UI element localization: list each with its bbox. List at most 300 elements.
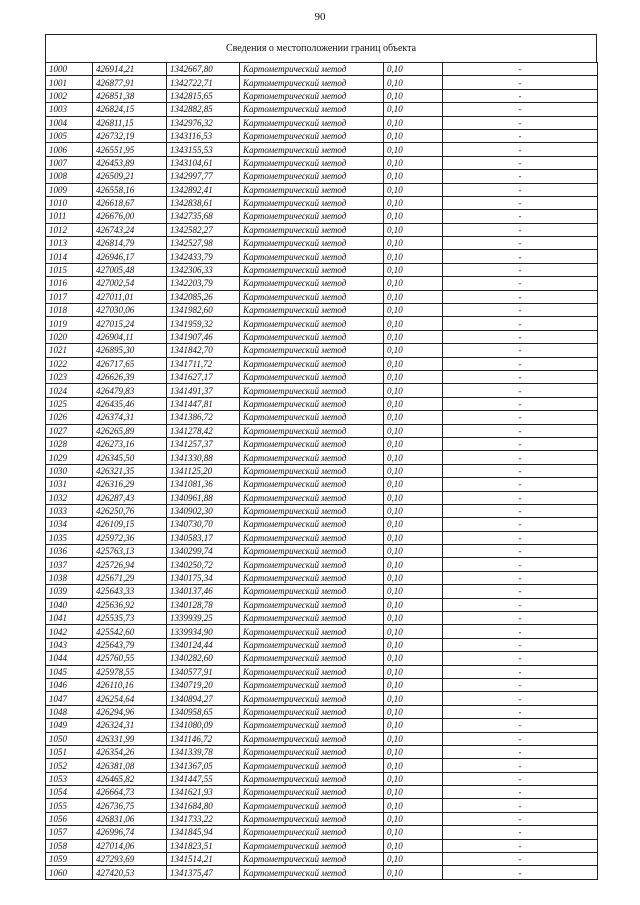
point-number-cell: 1026 (46, 411, 93, 424)
x-coordinate-cell: 425535,73 (93, 612, 167, 625)
y-coordinate-cell: 1341367,05 (167, 759, 240, 772)
table-row (46, 745, 598, 758)
point-number-cell: 1043 (46, 638, 93, 651)
description-cell: - (443, 812, 598, 825)
description-cell: - (443, 464, 598, 477)
y-coordinate-cell: 1340719,20 (167, 678, 240, 691)
method-cell: Картометрический метод (240, 692, 384, 705)
description-cell: - (443, 370, 598, 383)
method-cell: Картометрический метод (240, 464, 384, 477)
y-coordinate-cell: 1340961,88 (167, 491, 240, 504)
table-row (46, 384, 598, 397)
accuracy-cell: 0,10 (384, 545, 443, 558)
point-number-cell: 1050 (46, 732, 93, 745)
y-coordinate-cell: 1340958,65 (167, 705, 240, 718)
y-coordinate-cell: 1340894,27 (167, 692, 240, 705)
description-cell: - (443, 183, 598, 196)
x-coordinate-cell: 426717,65 (93, 357, 167, 370)
y-coordinate-cell: 1343155,53 (167, 143, 240, 156)
point-number-cell: 1020 (46, 330, 93, 343)
method-cell: Картометрический метод (240, 411, 384, 424)
table-row (46, 826, 598, 839)
description-cell: - (443, 638, 598, 651)
table-row (46, 277, 598, 290)
description-cell: - (443, 705, 598, 718)
table-row (46, 424, 598, 437)
table-row (46, 759, 598, 772)
accuracy-cell: 0,10 (384, 330, 443, 343)
y-coordinate-cell: 1340137,46 (167, 585, 240, 598)
y-coordinate-cell: 1341257,37 (167, 437, 240, 450)
x-coordinate-cell: 427015,24 (93, 317, 167, 330)
accuracy-cell: 0,10 (384, 370, 443, 383)
table-row (46, 545, 598, 558)
x-coordinate-cell: 426914,21 (93, 63, 167, 76)
coordinates-table-body (46, 63, 598, 880)
description-cell: - (443, 504, 598, 517)
y-coordinate-cell: 1341081,36 (167, 478, 240, 491)
method-cell: Картометрический метод (240, 826, 384, 839)
x-coordinate-cell: 426664,73 (93, 786, 167, 799)
x-coordinate-cell: 425636,92 (93, 598, 167, 611)
accuracy-cell: 0,10 (384, 812, 443, 825)
accuracy-cell: 0,10 (384, 384, 443, 397)
x-coordinate-cell: 425726,94 (93, 558, 167, 571)
description-cell: - (443, 478, 598, 491)
point-number-cell: 1027 (46, 424, 93, 437)
table-row (46, 678, 598, 691)
description-cell: - (443, 866, 598, 879)
method-cell: Картометрический метод (240, 196, 384, 209)
table-row (46, 116, 598, 129)
point-number-cell: 1059 (46, 853, 93, 866)
point-number-cell: 1025 (46, 397, 93, 410)
description-cell: - (443, 853, 598, 866)
method-cell: Картометрический метод (240, 839, 384, 852)
table-row (46, 290, 598, 303)
method-cell: Картометрический метод (240, 772, 384, 785)
point-number-cell: 1006 (46, 143, 93, 156)
description-cell: - (443, 612, 598, 625)
accuracy-cell: 0,10 (384, 304, 443, 317)
point-number-cell: 1037 (46, 558, 93, 571)
method-cell: Картометрический метод (240, 129, 384, 142)
accuracy-cell: 0,10 (384, 759, 443, 772)
point-number-cell: 1058 (46, 839, 93, 852)
accuracy-cell: 0,10 (384, 585, 443, 598)
accuracy-cell: 0,10 (384, 63, 443, 76)
method-cell: Картометрический метод (240, 518, 384, 531)
description-cell: - (443, 585, 598, 598)
method-cell: Картометрический метод (240, 103, 384, 116)
point-number-cell: 1038 (46, 571, 93, 584)
x-coordinate-cell: 425760,55 (93, 652, 167, 665)
point-number-cell: 1053 (46, 772, 93, 785)
y-coordinate-cell: 1341447,81 (167, 397, 240, 410)
table-row (46, 330, 598, 343)
y-coordinate-cell: 1342882,85 (167, 103, 240, 116)
x-coordinate-cell: 427420,53 (93, 866, 167, 879)
y-coordinate-cell: 1341447,55 (167, 772, 240, 785)
table-row (46, 156, 598, 169)
method-cell: Картометрический метод (240, 638, 384, 651)
accuracy-cell: 0,10 (384, 612, 443, 625)
point-number-cell: 1005 (46, 129, 93, 142)
y-coordinate-cell: 1341375,47 (167, 866, 240, 879)
description-cell: - (443, 719, 598, 732)
method-cell: Картометрический метод (240, 504, 384, 517)
description-cell: - (443, 116, 598, 129)
method-cell: Картометрический метод (240, 143, 384, 156)
table-row (46, 719, 598, 732)
table-row (46, 89, 598, 102)
x-coordinate-cell: 426895,30 (93, 344, 167, 357)
point-number-cell: 1035 (46, 531, 93, 544)
description-cell: - (443, 210, 598, 223)
description-cell: - (443, 397, 598, 410)
table-row (46, 866, 598, 879)
y-coordinate-cell: 1342735,68 (167, 210, 240, 223)
description-cell: - (443, 317, 598, 330)
x-coordinate-cell: 426626,39 (93, 370, 167, 383)
method-cell: Картометрический метод (240, 678, 384, 691)
method-cell: Картометрический метод (240, 625, 384, 638)
method-cell: Картометрический метод (240, 170, 384, 183)
y-coordinate-cell: 1340577,91 (167, 665, 240, 678)
point-number-cell: 1032 (46, 491, 93, 504)
point-number-cell: 1056 (46, 812, 93, 825)
y-coordinate-cell: 1341823,51 (167, 839, 240, 852)
method-cell: Картометрический метод (240, 585, 384, 598)
x-coordinate-cell: 426453,89 (93, 156, 167, 169)
table-row (46, 344, 598, 357)
x-coordinate-cell: 425542,60 (93, 625, 167, 638)
point-number-cell: 1021 (46, 344, 93, 357)
y-coordinate-cell: 1341959,32 (167, 317, 240, 330)
point-number-cell: 1042 (46, 625, 93, 638)
description-cell: - (443, 384, 598, 397)
point-number-cell: 1034 (46, 518, 93, 531)
point-number-cell: 1047 (46, 692, 93, 705)
description-cell: - (443, 411, 598, 424)
accuracy-cell: 0,10 (384, 598, 443, 611)
method-cell: Картометрический метод (240, 63, 384, 76)
point-number-cell: 1048 (46, 705, 93, 718)
table-row (46, 558, 598, 571)
x-coordinate-cell: 426273,16 (93, 437, 167, 450)
description-cell: - (443, 223, 598, 236)
accuracy-cell: 0,10 (384, 692, 443, 705)
method-cell: Картометрический метод (240, 786, 384, 799)
y-coordinate-cell: 1342433,79 (167, 250, 240, 263)
table-title-text: Сведения о местоположении границ объекта (225, 43, 417, 54)
table-row (46, 370, 598, 383)
boundary-table-sheet (45, 34, 597, 880)
description-cell: - (443, 558, 598, 571)
method-cell: Картометрический метод (240, 210, 384, 223)
x-coordinate-cell: 426321,35 (93, 464, 167, 477)
accuracy-cell: 0,10 (384, 772, 443, 785)
x-coordinate-cell: 426996,74 (93, 826, 167, 839)
point-number-cell: 1014 (46, 250, 93, 263)
x-coordinate-cell: 426294,96 (93, 705, 167, 718)
accuracy-cell: 0,10 (384, 799, 443, 812)
point-number-cell: 1013 (46, 237, 93, 250)
x-coordinate-cell: 426558,16 (93, 183, 167, 196)
method-cell: Картометрический метод (240, 237, 384, 250)
accuracy-cell: 0,10 (384, 411, 443, 424)
method-cell: Картометрический метод (240, 317, 384, 330)
point-number-cell: 1029 (46, 451, 93, 464)
description-cell: - (443, 839, 598, 852)
y-coordinate-cell: 1341845,94 (167, 826, 240, 839)
method-cell: Картометрический метод (240, 76, 384, 89)
y-coordinate-cell: 1340175,34 (167, 571, 240, 584)
description-cell: - (443, 625, 598, 638)
table-row (46, 317, 598, 330)
y-coordinate-cell: 1343116,53 (167, 129, 240, 142)
x-coordinate-cell: 426479,83 (93, 384, 167, 397)
description-cell: - (443, 732, 598, 745)
method-cell: Картометрический метод (240, 719, 384, 732)
x-coordinate-cell: 426381,08 (93, 759, 167, 772)
table-row (46, 799, 598, 812)
description-cell: - (443, 678, 598, 691)
y-coordinate-cell: 1342667,80 (167, 63, 240, 76)
y-coordinate-cell: 1342203,79 (167, 277, 240, 290)
table-row (46, 250, 598, 263)
table-row (46, 304, 598, 317)
method-cell: Картометрический метод (240, 665, 384, 678)
point-number-cell: 1002 (46, 89, 93, 102)
y-coordinate-cell: 1341982,60 (167, 304, 240, 317)
description-cell: - (443, 357, 598, 370)
accuracy-cell: 0,10 (384, 558, 443, 571)
method-cell: Картометрический метод (240, 397, 384, 410)
method-cell: Картометрический метод (240, 812, 384, 825)
accuracy-cell: 0,10 (384, 491, 443, 504)
accuracy-cell: 0,10 (384, 786, 443, 799)
point-number-cell: 1045 (46, 665, 93, 678)
point-number-cell: 1003 (46, 103, 93, 116)
accuracy-cell: 0,10 (384, 437, 443, 450)
x-coordinate-cell: 426732,19 (93, 129, 167, 142)
x-coordinate-cell: 427293,69 (93, 853, 167, 866)
method-cell: Картометрический метод (240, 759, 384, 772)
accuracy-cell: 0,10 (384, 625, 443, 638)
y-coordinate-cell: 1340128,78 (167, 598, 240, 611)
table-row (46, 839, 598, 852)
point-number-cell: 1028 (46, 437, 93, 450)
accuracy-cell: 0,10 (384, 183, 443, 196)
table-row (46, 652, 598, 665)
y-coordinate-cell: 1340299,74 (167, 545, 240, 558)
description-cell: - (443, 451, 598, 464)
description-cell: - (443, 143, 598, 156)
description-cell: - (443, 237, 598, 250)
x-coordinate-cell: 426374,31 (93, 411, 167, 424)
description-cell: - (443, 531, 598, 544)
y-coordinate-cell: 1341514,21 (167, 853, 240, 866)
point-number-cell: 1010 (46, 196, 93, 209)
point-number-cell: 1015 (46, 263, 93, 276)
method-cell: Картометрический метод (240, 330, 384, 343)
point-number-cell: 1017 (46, 290, 93, 303)
table-row (46, 518, 598, 531)
point-number-cell: 1044 (46, 652, 93, 665)
table-row (46, 76, 598, 89)
table-row (46, 585, 598, 598)
method-cell: Картометрический метод (240, 531, 384, 544)
point-number-cell: 1023 (46, 370, 93, 383)
x-coordinate-cell: 426250,76 (93, 504, 167, 517)
x-coordinate-cell: 426354,26 (93, 745, 167, 758)
x-coordinate-cell: 426324,31 (93, 719, 167, 732)
description-cell: - (443, 786, 598, 799)
description-cell: - (443, 170, 598, 183)
method-cell: Картометрический метод (240, 304, 384, 317)
accuracy-cell: 0,10 (384, 156, 443, 169)
table-row (46, 210, 598, 223)
x-coordinate-cell: 426904,11 (93, 330, 167, 343)
method-cell: Картометрический метод (240, 705, 384, 718)
method-cell: Картометрический метод (240, 183, 384, 196)
y-coordinate-cell: 1341080,09 (167, 719, 240, 732)
y-coordinate-cell: 1341907,46 (167, 330, 240, 343)
point-number-cell: 1054 (46, 786, 93, 799)
accuracy-cell: 0,10 (384, 196, 443, 209)
x-coordinate-cell: 426465,82 (93, 772, 167, 785)
method-cell: Картометрический метод (240, 156, 384, 169)
description-cell: - (443, 692, 598, 705)
description-cell: - (443, 437, 598, 450)
table-row (46, 612, 598, 625)
x-coordinate-cell: 425972,36 (93, 531, 167, 544)
y-coordinate-cell: 1342976,32 (167, 116, 240, 129)
accuracy-cell: 0,10 (384, 451, 443, 464)
method-cell: Картометрический метод (240, 745, 384, 758)
method-cell: Картометрический метод (240, 571, 384, 584)
accuracy-cell: 0,10 (384, 652, 443, 665)
description-cell: - (443, 156, 598, 169)
accuracy-cell: 0,10 (384, 89, 443, 102)
x-coordinate-cell: 426435,46 (93, 397, 167, 410)
table-row (46, 571, 598, 584)
x-coordinate-cell: 426110,16 (93, 678, 167, 691)
table-row (46, 411, 598, 424)
point-number-cell: 1039 (46, 585, 93, 598)
table-row (46, 504, 598, 517)
table-row (46, 464, 598, 477)
x-coordinate-cell: 426676,00 (93, 210, 167, 223)
point-number-cell: 1057 (46, 826, 93, 839)
y-coordinate-cell: 1340583,17 (167, 531, 240, 544)
point-number-cell: 1030 (46, 464, 93, 477)
description-cell: - (443, 89, 598, 102)
accuracy-cell: 0,10 (384, 237, 443, 250)
point-number-cell: 1000 (46, 63, 93, 76)
point-number-cell: 1051 (46, 745, 93, 758)
accuracy-cell: 0,10 (384, 665, 443, 678)
accuracy-cell: 0,10 (384, 76, 443, 89)
accuracy-cell: 0,10 (384, 317, 443, 330)
point-number-cell: 1024 (46, 384, 93, 397)
method-cell: Картометрический метод (240, 370, 384, 383)
point-number-cell: 1055 (46, 799, 93, 812)
x-coordinate-cell: 427030,06 (93, 304, 167, 317)
x-coordinate-cell: 426877,91 (93, 76, 167, 89)
accuracy-cell: 0,10 (384, 839, 443, 852)
description-cell: - (443, 63, 598, 76)
y-coordinate-cell: 1341491,37 (167, 384, 240, 397)
accuracy-cell: 0,10 (384, 143, 443, 156)
method-cell: Картометрический метод (240, 598, 384, 611)
description-cell: - (443, 799, 598, 812)
x-coordinate-cell: 426331,99 (93, 732, 167, 745)
table-row (46, 598, 598, 611)
accuracy-cell: 0,10 (384, 344, 443, 357)
table-row (46, 665, 598, 678)
y-coordinate-cell: 1339939,25 (167, 612, 240, 625)
description-cell: - (443, 277, 598, 290)
table-row (46, 732, 598, 745)
description-cell: - (443, 250, 598, 263)
table-row (46, 451, 598, 464)
description-cell: - (443, 424, 598, 437)
x-coordinate-cell: 426254,64 (93, 692, 167, 705)
method-cell: Картометрический метод (240, 116, 384, 129)
accuracy-cell: 0,10 (384, 866, 443, 879)
description-cell: - (443, 826, 598, 839)
point-number-cell: 1007 (46, 156, 93, 169)
x-coordinate-cell: 426851,38 (93, 89, 167, 102)
x-coordinate-cell: 425643,79 (93, 638, 167, 651)
y-coordinate-cell: 1342582,27 (167, 223, 240, 236)
point-number-cell: 1016 (46, 277, 93, 290)
y-coordinate-cell: 1342838,61 (167, 196, 240, 209)
method-cell: Картометрический метод (240, 853, 384, 866)
y-coordinate-cell: 1341684,80 (167, 799, 240, 812)
description-cell: - (443, 772, 598, 785)
description-cell: - (443, 263, 598, 276)
x-coordinate-cell: 426551,95 (93, 143, 167, 156)
description-cell: - (443, 598, 598, 611)
x-coordinate-cell: 426743,24 (93, 223, 167, 236)
point-number-cell: 1033 (46, 504, 93, 517)
x-coordinate-cell: 426345,50 (93, 451, 167, 464)
point-number-cell: 1052 (46, 759, 93, 772)
accuracy-cell: 0,10 (384, 277, 443, 290)
method-cell: Картометрический метод (240, 491, 384, 504)
description-cell: - (443, 518, 598, 531)
x-coordinate-cell: 427011,01 (93, 290, 167, 303)
x-coordinate-cell: 426109,15 (93, 518, 167, 531)
y-coordinate-cell: 1342722,71 (167, 76, 240, 89)
x-coordinate-cell: 425763,13 (93, 545, 167, 558)
y-coordinate-cell: 1341278,42 (167, 424, 240, 437)
description-cell: - (443, 129, 598, 142)
y-coordinate-cell: 1341146,72 (167, 732, 240, 745)
accuracy-cell: 0,10 (384, 424, 443, 437)
point-number-cell: 1031 (46, 478, 93, 491)
point-number-cell: 1001 (46, 76, 93, 89)
accuracy-cell: 0,10 (384, 357, 443, 370)
description-cell: - (443, 571, 598, 584)
x-coordinate-cell: 426287,43 (93, 491, 167, 504)
accuracy-cell: 0,10 (384, 210, 443, 223)
table-row (46, 63, 598, 76)
y-coordinate-cell: 1342997,77 (167, 170, 240, 183)
